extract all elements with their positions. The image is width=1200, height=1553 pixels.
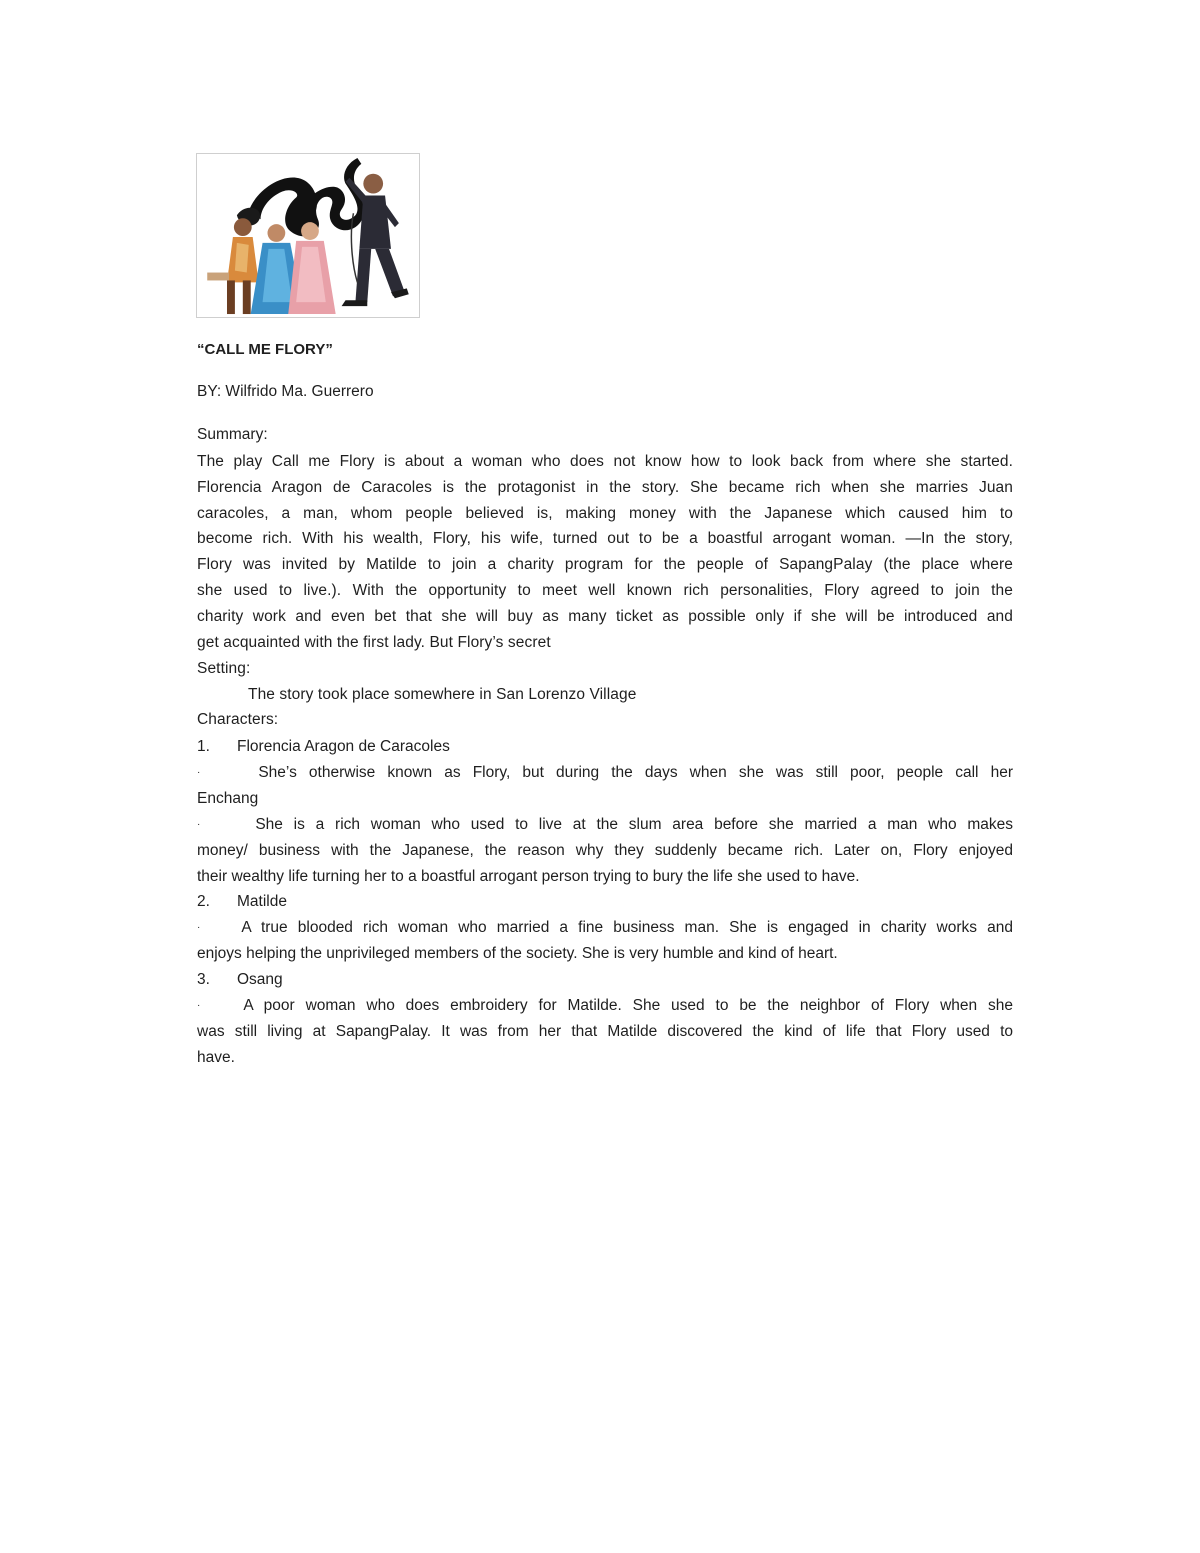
- character-number: 1.: [197, 738, 210, 755]
- character-name: Osang: [237, 971, 283, 988]
- character-bullet: [197, 760, 1013, 812]
- character-bullet: [197, 812, 1013, 889]
- bullet-text-line: was still living at SapangPalay. It was from her that Matilde discovered the kind of life that Flory used to: [197, 1022, 1013, 1040]
- bullet-text-line: their wealthy life turning her to a boastful arrogant person trying to bury the life she used to have.: [197, 867, 860, 885]
- character-name: Florencia Aragon de Caracoles: [237, 738, 450, 755]
- bullet-text-line: have.: [197, 1048, 235, 1066]
- summary-line: become rich. With his wealth, Flory, his wife, turned out to be a boastful arrogant woman. —In the story,: [197, 530, 1013, 548]
- setting-heading: Setting:: [197, 660, 251, 677]
- summary-heading: Summary:: [197, 426, 268, 443]
- character-item-matilde: [197, 889, 287, 915]
- character-item-osang: [197, 967, 283, 993]
- character-number: 2.: [197, 893, 210, 910]
- bullet-text-line: She’s otherwise known as Flory, but during the days when she was still poor, people call her: [258, 764, 1013, 781]
- summary-line: charity work and even bet that she will buy as many ticket as possible only if she will be introduced and: [197, 607, 1013, 625]
- character-name: Matilde: [237, 893, 287, 910]
- bullet-icon: ·: [197, 922, 201, 933]
- play-poster-image: [196, 153, 420, 318]
- character-number: 3.: [197, 971, 210, 988]
- summary-line: Flory was invited by Matilde to join a charity program for the people of SapangPalay (the place where: [197, 556, 1013, 574]
- bullet-text-line: money/ business with the Japanese, the reason why they suddenly became rich. Later on, Flory enjoyed: [197, 841, 1013, 859]
- bullet-text-line: A poor woman who does embroidery for Matilde. She used to be the neighbor of Flory when she: [243, 997, 1013, 1014]
- characters-heading: Characters:: [197, 711, 279, 728]
- character-item-florencia: [197, 734, 450, 760]
- bullet-text-line: A true blooded rich woman who married a fine business man. She is engaged in charity works and: [241, 919, 1013, 936]
- bullet-icon: ·: [197, 819, 201, 830]
- summary-line: Florencia Aragon de Caracoles is the protagonist in the story. She became rich when she marries Juan: [197, 478, 1013, 496]
- document-title: “CALL ME FLORY”: [197, 341, 333, 358]
- bullet-icon: ·: [197, 1000, 201, 1011]
- author-line: BY: Wilfrido Ma. Guerrero: [197, 383, 374, 400]
- summary-line: caracoles, a man, whom people believed is, making money with the Japanese which caused him to: [197, 504, 1013, 522]
- poster-illustration: [197, 154, 419, 317]
- character-bullet: [197, 993, 1013, 1070]
- setting-text: The story took place somewhere in San Lorenzo Village: [248, 686, 637, 703]
- summary-line: The play Call me Flory is about a woman who does not know how to look back from where she started.: [197, 453, 1013, 470]
- bullet-text-line: She is a rich woman who used to live at the slum area before she married a man who makes: [255, 816, 1013, 833]
- character-bullet: [197, 915, 1013, 967]
- bullet-icon: ·: [197, 767, 201, 778]
- summary-paragraph: [197, 449, 1013, 655]
- summary-line: she used to live.). With the opportunity to meet well known rich personalities, Flory agreed to join the: [197, 581, 1013, 599]
- bullet-text-line: Enchang: [197, 789, 259, 807]
- summary-line: get acquainted with the first lady. But Flory’s secret: [197, 633, 551, 651]
- bullet-text-line: enjoys helping the unprivileged members of the society. She is very humble and kind of heart.: [197, 944, 838, 962]
